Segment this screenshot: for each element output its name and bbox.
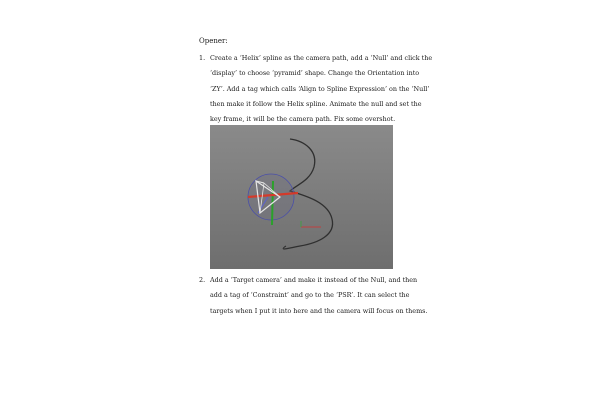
document-heading: Opener:	[199, 37, 228, 45]
text-line: ‘ZY’. Add a tag which calls ‘Align to Spline Expression’ on the ‘Null’	[210, 84, 430, 93]
list-item-number: 1.	[199, 54, 206, 62]
list-item-text	[210, 51, 433, 127]
text-line: targets when I put it into here and the camera will focus on thems.	[210, 306, 428, 315]
text-line: ‘display’ to choose ‘pyramid’ shape. Change the Orientation into	[210, 69, 420, 78]
list-item	[199, 273, 428, 319]
text-line: add a tag of ‘Constraint’ and go to the ‘PSR’. It can select the	[210, 291, 410, 300]
text-line: then make it follow the Helix spline. Animate the null and set the	[210, 99, 422, 108]
list-item-text	[210, 273, 428, 319]
list-item-number: 2.	[199, 276, 206, 284]
text-line: key frame, it will be the camera path. Fix some overshot.	[210, 115, 396, 124]
text-line: Create a ‘Helix’ spline as the camera path, add a ‘Null’ and click the	[210, 54, 433, 62]
text-line: Add a ‘Target camera’ and make it instead of the Null, and then	[210, 276, 418, 284]
list-item	[199, 51, 433, 127]
viewport-screenshot	[210, 125, 393, 269]
